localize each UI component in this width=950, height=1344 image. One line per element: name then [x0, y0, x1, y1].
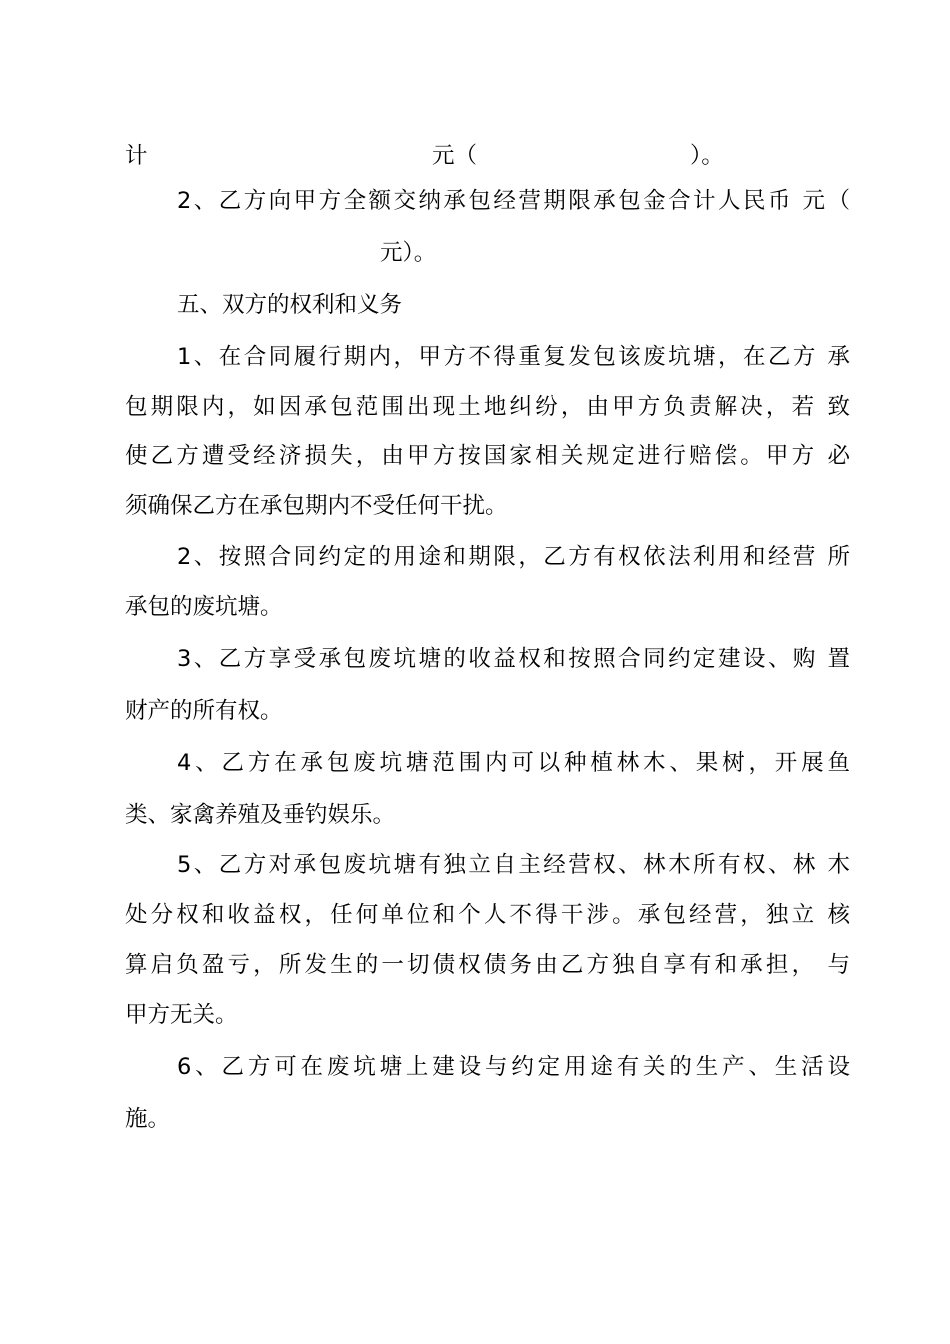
clause-1-line-3: 使乙方遭受经济损失，由甲方按国家相关规定进行赔偿。甲方 必: [125, 443, 850, 469]
clause-3-line-1: 3、乙方享受承包废坑塘的收益权和按照合同约定建设、购 置: [177, 646, 850, 672]
clause-6-line-1: 6、乙方可在废坑塘上建设与约定用途有关的生产、生活设: [177, 1054, 850, 1080]
section-heading: 五、双方的权利和义务: [177, 292, 403, 318]
line-top-end: ）。: [690, 143, 724, 169]
clause-5-line-1: 5、乙方对承包废坑塘有独立自主经营权、林木所有权、林 木: [177, 852, 850, 878]
clause-3-line-2: 财产的所有权。: [125, 698, 283, 724]
payment-paragraph-line-2: 元）。: [380, 240, 437, 266]
clause-6-line-2: 施。: [125, 1106, 171, 1132]
clause-5-line-3: 算启负盈亏，所发生的一切债权债务由乙方独自享有和承担， 与: [125, 952, 850, 978]
clause-4-line-1: 4、乙方在承包废坑塘范围内可以种植林木、果树，开展鱼: [177, 750, 850, 776]
clause-2-line-1: 2、按照合同约定的用途和期限，乙方有权依法利用和经营 所: [177, 544, 850, 570]
clause-5-line-2: 处分权和收益权，任何单位和个人不得干涉。承包经营，独立 核: [125, 902, 850, 928]
payment-paragraph-line-1: 2、乙方向甲方全额交纳承包经营期限承包金合计人民币 元（: [177, 188, 850, 214]
clause-2-line-2: 承包的废坑塘。: [125, 594, 283, 620]
clause-1-line-4: 须确保乙方在承包期内不受任何干扰。: [125, 493, 508, 519]
clause-5-line-4: 甲方无关。: [125, 1002, 238, 1028]
clause-1-line-2: 包期限内，如因承包范围出现土地纠纷，由甲方负责解决，若 致: [125, 394, 850, 420]
line-top-yuan: 元（: [432, 143, 478, 169]
clause-4-line-2: 类、家禽养殖及垂钓娱乐。: [125, 802, 396, 828]
clause-1-line-1: 1、在合同履行期内，甲方不得重复发包该废坑塘，在乙方 承: [177, 344, 850, 370]
line-top-ji: 计: [125, 143, 148, 169]
